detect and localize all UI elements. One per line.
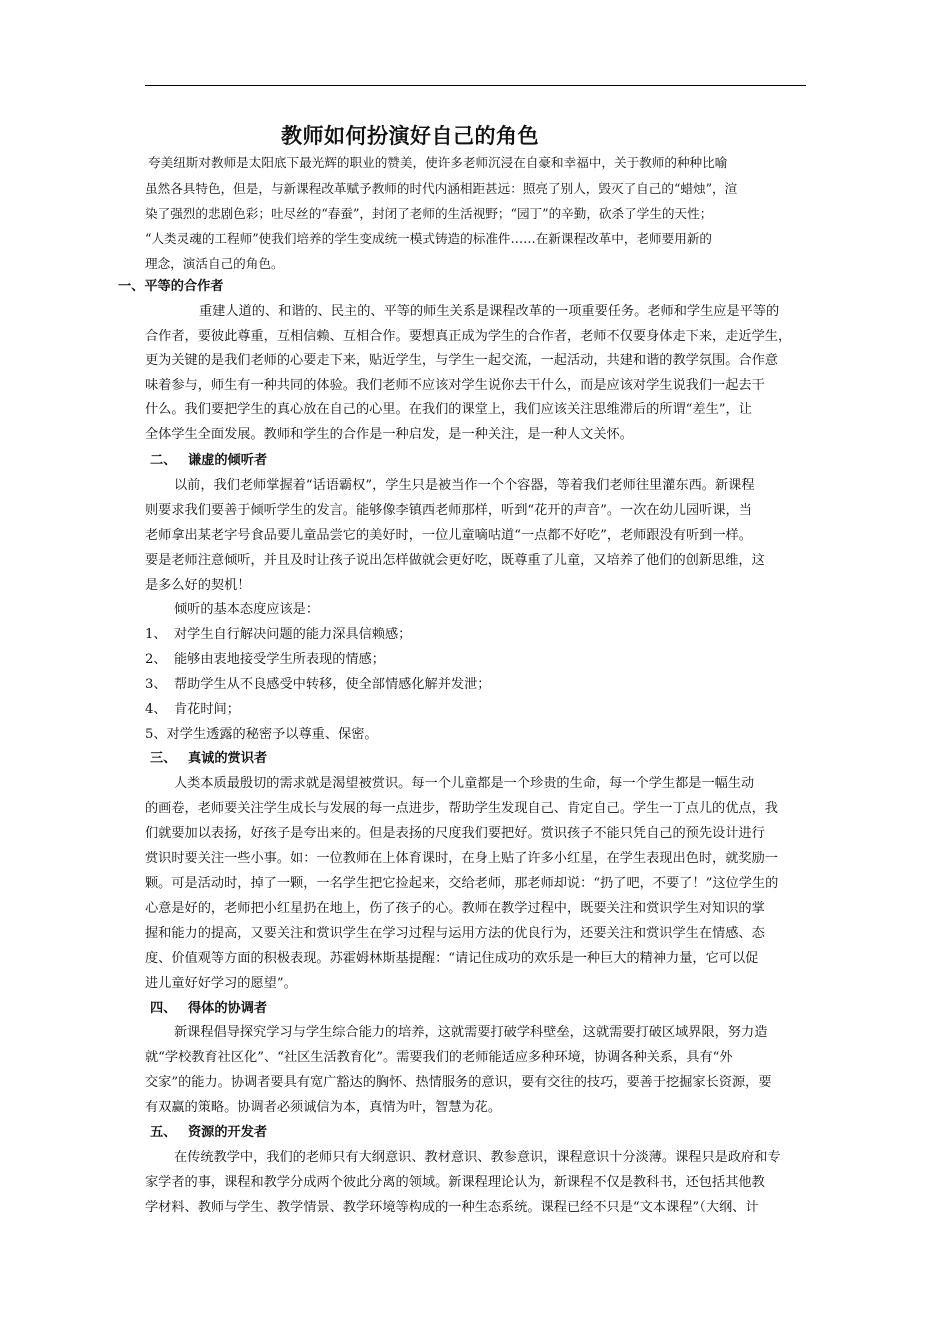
body-line: 什么。我们要把学生的真心放在自己的心里。在我们的课堂上，我们应该关注思维滞后的所谓“差生”，让: [145, 402, 752, 417]
intro-line: 染了强烈的悲剧色彩；吐尽丝的“春蚕”，封闭了老师的生活视野；“园丁”的辛勤，砍杀了学生的天性；: [145, 206, 713, 221]
body-line: 的画卷，老师要关注学生成长与发展的每一点进步，帮助学生发现自己、肯定自己。学生一丁点儿的优点，我: [145, 801, 778, 816]
body-line: 在传统教学中，我们的老师只有大纲意识、教材意识、教参意识，课程意识十分淡薄。课程只是政府和专: [174, 1150, 781, 1165]
body-line: 就“学校教育社区化”、“社区生活教育化”。需要我们的老师能适应多种环境，协调各种关系，具有“外: [145, 1050, 733, 1065]
list-intro: 倾听的基本态度应该是：: [174, 602, 320, 617]
page-title: 教师如何扮演好自己的角色: [281, 124, 539, 148]
body-line: 合作者，要彼此尊重，互相信赖、互相合作。要想真正成为学生的合作者，老师不仅要身体走下来，走近学生，: [145, 329, 792, 344]
header-rule: [145, 85, 806, 86]
section-number: 二、: [150, 453, 177, 468]
body-line: 人类本质最殷切的需求就是渴望被赏识。每一个儿童都是一个珍贵的生命，每一个学生都是一幅生动: [174, 776, 755, 791]
intro-line: 虽然各具特色，但是，与新课程改革赋予教师的时代内涵相距甚远：照亮了别人，毁灭了自己的“蜡烛”，渲: [145, 181, 738, 196]
intro-line: “人类灵魂的工程师”使我们培养的学生变成统一模式铸造的标准件……在新课程改革中，老师要用新的: [145, 231, 713, 246]
body-line: 老师拿出某老字号食品要儿童品尝它的美好时，一位儿童嘀咕道“一点都不好吃”，老师跟没有听到一样。: [145, 528, 752, 543]
body-line: 交家”的能力。协调者要具有宽广豁达的胸怀、热情服务的意识，要有交往的技巧，要善于挖掘家长资源，要: [145, 1075, 772, 1090]
body-line: 赏识时要关注一些小事。如：一位教师在上体育课时，在身上贴了许多小红星，在学生表现出色时，就奖励一: [145, 851, 778, 866]
body-line: 重建人道的、和谐的、民主的、平等的师生关系是课程改革的一项重要任务。老师和学生应是平等的: [199, 304, 780, 319]
body-line: 要是老师注意倾听，并且及时让孩子说出怎样做就会更好吃，既尊重了儿童，又培养了他们的创新思维，这: [145, 553, 765, 568]
body-line: 们就要加以表扬，好孩子是夸出来的。但是表扬的尺度我们要把好。赏识孩子不能只凭自己的预先设计进行: [145, 826, 765, 841]
body-line: 有双赢的策略。协调者必须诚信为本，真情为叶，智慧为花。: [145, 1100, 502, 1115]
body-line: 以前，我们老师掌握着“话语霸权”，学生只是被当作一个个容器，等着我们老师往里灌东西。新课程: [174, 478, 755, 493]
body-line: 新课程倡导探究学习与学生综合能力的培养，这就需要打破学科壁垒，这就需要打破区域界限，努力造: [174, 1025, 768, 1040]
list-number: 4、: [145, 702, 167, 717]
list-item: 帮助学生从不良感受中转移，使全部情感化解并发泄；: [174, 677, 491, 692]
body-line: 家学者的事，课程和教学分成两个彼此分离的领域。新课程理论认为，新课程不仅是教科书，还包括其他教: [145, 1175, 765, 1190]
section-heading: 一、平等的合作者: [118, 279, 224, 294]
section-heading: 谦虚的倾听者: [188, 453, 268, 468]
list-item: 对学生自行解决问题的能力深具信赖感；: [174, 627, 412, 642]
body-line: 学材料、教师与学生、教学情景、教学环境等构成的一种生态系统。课程已经不只是“文本课程”（大纲、计: [145, 1200, 759, 1215]
body-line: 则要求我们要善于倾听学生的发言。能够像李镇西老师那样，听到“花开的声音”。一次在幼儿园听课，当: [145, 503, 752, 518]
body-line: 全体学生全面发展。教师和学生的合作是一种启发，是一种关注，是一种人文关怀。: [145, 427, 633, 442]
section-number: 五、: [150, 1125, 177, 1140]
body-line: 度、价值观等方面的积极表现。苏霍姆林斯基提醒：“请记住成功的欢乐是一种巨大的精神力量，它可以促: [145, 951, 759, 966]
section-heading: 真诚的赏识者: [188, 751, 268, 766]
intro-line: 夸美纽斯对教师是太阳底下最光辉的职业的赞美，使许多老师沉浸在自豪和幸福中，关于教师的种种比喻: [148, 155, 728, 170]
list-number: 3、: [145, 677, 167, 692]
body-line: 更为关键的是我们老师的心要走下来，贴近学生，与学生一起交流，一起活动，共建和谐的教学氛围。合作意: [145, 353, 778, 368]
section-number: 三、: [150, 751, 177, 766]
section-number: 四、: [150, 1001, 177, 1016]
intro-line: 理念，演活自己的角色。: [145, 256, 284, 271]
body-line: 心意是好的，老师把小红星扔在地上，伤了孩子的心。教师在教学过程中，既要关注和赏识学生对知识的掌: [145, 901, 765, 916]
list-number: 2、: [145, 652, 167, 667]
body-line: 握和能力的提高，又要关注和赏识学生在学习过程与运用方法的优良行为，还要关注和赏识学生在情感、态: [145, 926, 765, 941]
section-heading: 资源的开发者: [188, 1125, 268, 1140]
list-item: 5、对学生透露的秘密予以尊重、保密。: [145, 727, 378, 742]
body-line: 是多么好的契机！: [145, 578, 251, 593]
body-line: 味着参与，师生有一种共同的体验。我们老师不应该对学生说你去干什么，而是应该对学生说我们一起去干: [145, 378, 765, 393]
body-line: 颗。可是活动时，掉了一颗，一名学生把它捡起来，交给老师，那老师却说：“扔了吧，不要了！”这位学生的: [145, 876, 779, 891]
section-heading: 得体的协调者: [188, 1001, 268, 1016]
list-number: 1、: [145, 627, 167, 642]
list-item: 能够由衷地接受学生所表现的情感；: [174, 652, 385, 667]
body-line: 进儿童好好学习的愿望”。: [145, 976, 297, 991]
list-item: 肯花时间；: [174, 702, 240, 717]
